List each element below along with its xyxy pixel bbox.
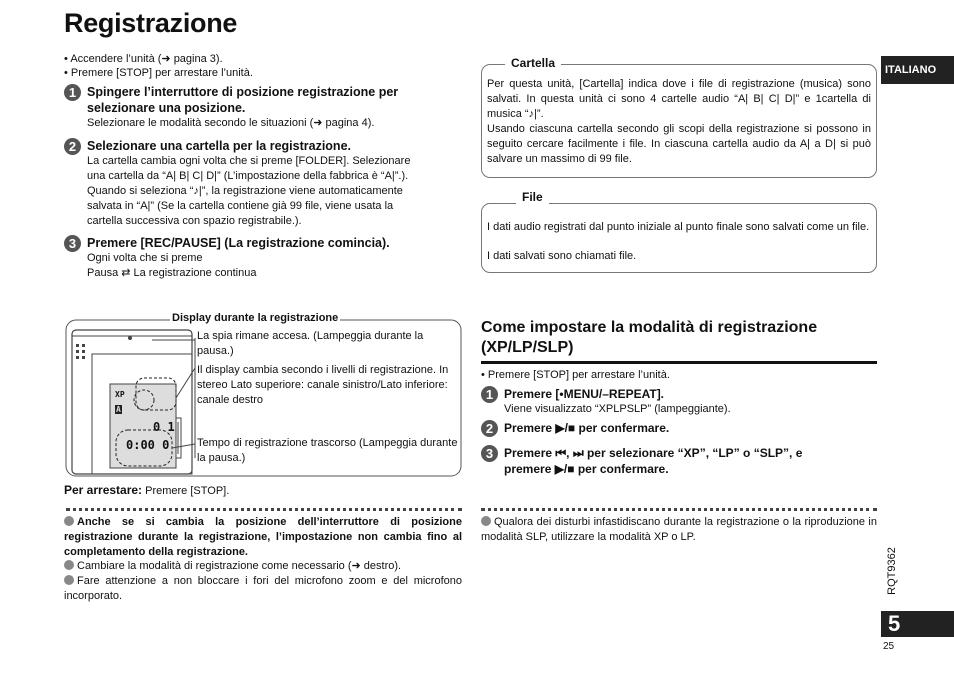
mode-step-1 (481, 386, 877, 417)
file-box-text-2: I dati salvati sono chiamati file. (487, 250, 637, 262)
note-text: Anche se si cambia la posizione dell’interruttore di posizione registrazione durante la registrazione, l’impostazione non cambia fino al completamento della registrazione. (64, 516, 462, 558)
step-body-line: salvata in “A|” (Se la cartella contiene già 99 file, viene usata la (87, 200, 394, 212)
step-body-line: Quando si seleziona “♪|”, la registrazione viene automaticamente (87, 185, 403, 197)
display-heading: Display durante la registrazione (172, 312, 339, 324)
mode-bullet: • Premere [STOP] per arrestare l’unità. (481, 368, 670, 383)
step-number: 3 (481, 445, 498, 462)
step-number: 1 (481, 386, 498, 403)
divider-right (481, 508, 877, 511)
step-body: Viene visualizzato “XPLPSLP” (lampeggiante). (504, 403, 731, 415)
page-title: Registrazione (64, 8, 238, 38)
step-number: 3 (64, 235, 81, 252)
step-body-line: La cartella cambia ogni volta che si preme [FOLDER]. Selezionare (87, 155, 411, 167)
step-body-line: Ogni volta che si preme (87, 252, 203, 264)
note-left-1 (64, 515, 462, 560)
step-title: Premere ⏮, ⏭ per selezionare “XP”, “LP” o “SLP”, e (504, 446, 803, 460)
file-box (481, 203, 877, 273)
step-title: Premere [REC/PAUSE] (La registrazione comincia). (87, 236, 390, 250)
mode-step-2 (481, 420, 877, 436)
step-2 (64, 138, 464, 229)
step-number: 1 (64, 84, 81, 101)
folder-box-label: Cartella (505, 56, 561, 70)
lcd-elapsed-time: 0:00 0 (126, 438, 170, 452)
note-bullet-icon (481, 516, 491, 526)
mode-step-3 (481, 445, 877, 477)
page-number: 25 (883, 641, 895, 652)
language-tab-label: ITALIANO (885, 64, 937, 76)
note-bullet-icon (64, 516, 74, 526)
intro-bullet: • Accendere l’unità (➜ pagina 3). (64, 52, 223, 67)
step-body-line: Pausa ⇄ La registrazione continua (87, 267, 257, 279)
step-body-line: una cartella da “A| B| C| D|” (L’impostazione della fabbrica è “A|”.). (87, 170, 409, 182)
file-box-text: I dati audio registrati dal punto iniziale al punto finale sono salvati come un file. (487, 221, 870, 233)
lcd-file-number: 0 1 (153, 420, 175, 434)
note-right-1 (481, 515, 877, 545)
step-title: Spingere l’interruttore di posizione registrazione per selezionare una posizione. (87, 85, 399, 115)
note-text: Qualora dei disturbi infastidiscano durante la registrazione o la riproduzione in modalità SLP, utilizzare la modalità XP o LP. (481, 516, 877, 543)
folder-box (481, 64, 877, 178)
step-body: Selezionare le modalità secondo le situazioni (➜ pagina 4). (87, 117, 375, 129)
note-text: Cambiare la modalità di registrazione come necessario (➜ destro). (77, 560, 402, 572)
step-title: Premere ▶/■ per confermare. (504, 421, 670, 435)
step-title-line-2: premere ▶/■ per confermare. (504, 462, 669, 476)
note-left-2 (64, 559, 462, 574)
doc-code-wrap (882, 545, 902, 605)
chapter-tab (881, 611, 954, 637)
note-text: Fare attenzione a non bloccare i fori del microfono zoom e del microfono incorporato. (64, 575, 462, 602)
mode-heading: Come impostare la modalità di registrazione (XP/LP/SLP) (481, 319, 818, 356)
step-number: 2 (481, 420, 498, 437)
folder-box-text: Per questa unità, [Cartella] indica dove i file di registrazione (musica) sono salvati. In questa unità ci sono 4 cartelle audio “A| B| C| D|” e 1cartella di musica “♪|”. (487, 78, 871, 120)
display-callout-level: Il display cambia secondo i livelli di registrazione. In stereo Lato superiore: canale sinistro/Lato inferiore: canale destro (197, 364, 449, 406)
step-title: Selezionare una cartella per la registrazione. (87, 139, 351, 153)
lcd-mode: XP (115, 390, 125, 399)
doc-code: RQT9362 (886, 547, 898, 595)
note-bullet-icon (64, 560, 74, 570)
display-callout-time: Tempo di registrazione trascorso (Lampeggia durante la pausa.) (197, 437, 458, 464)
lcd-folder: A (116, 405, 121, 414)
folder-box-text-2: Usando ciascuna cartella secondo gli scopi della registrazione si possono in seguito cercare facilmente i file. In ciascuna cartella audio da A| a D| si può salvare un massimo di 99 file. (487, 123, 871, 165)
step-1 (64, 84, 464, 131)
step-3 (64, 235, 464, 281)
mode-heading-rule (481, 361, 877, 364)
stop-label: Per arrestare: (64, 483, 143, 497)
display-callout-led: La spia rimane accesa. (Lampeggia durante la pausa.) (197, 330, 424, 357)
step-title: Premere [•MENU/–REPEAT]. (504, 387, 665, 401)
note-bullet-icon (64, 575, 74, 585)
language-tab (881, 56, 954, 84)
step-body-line: cartella successiva con spazio registrabile.). (87, 215, 302, 227)
stop-text: Premere [STOP]. (145, 485, 230, 497)
stop-line (64, 483, 229, 497)
intro-bullet: • Premere [STOP] per arrestare l’unità. (64, 66, 253, 81)
file-box-label: File (516, 190, 549, 204)
chapter-number: 5 (888, 611, 901, 636)
divider-left (66, 508, 462, 511)
step-number: 2 (64, 138, 81, 155)
note-left-3 (64, 574, 462, 604)
